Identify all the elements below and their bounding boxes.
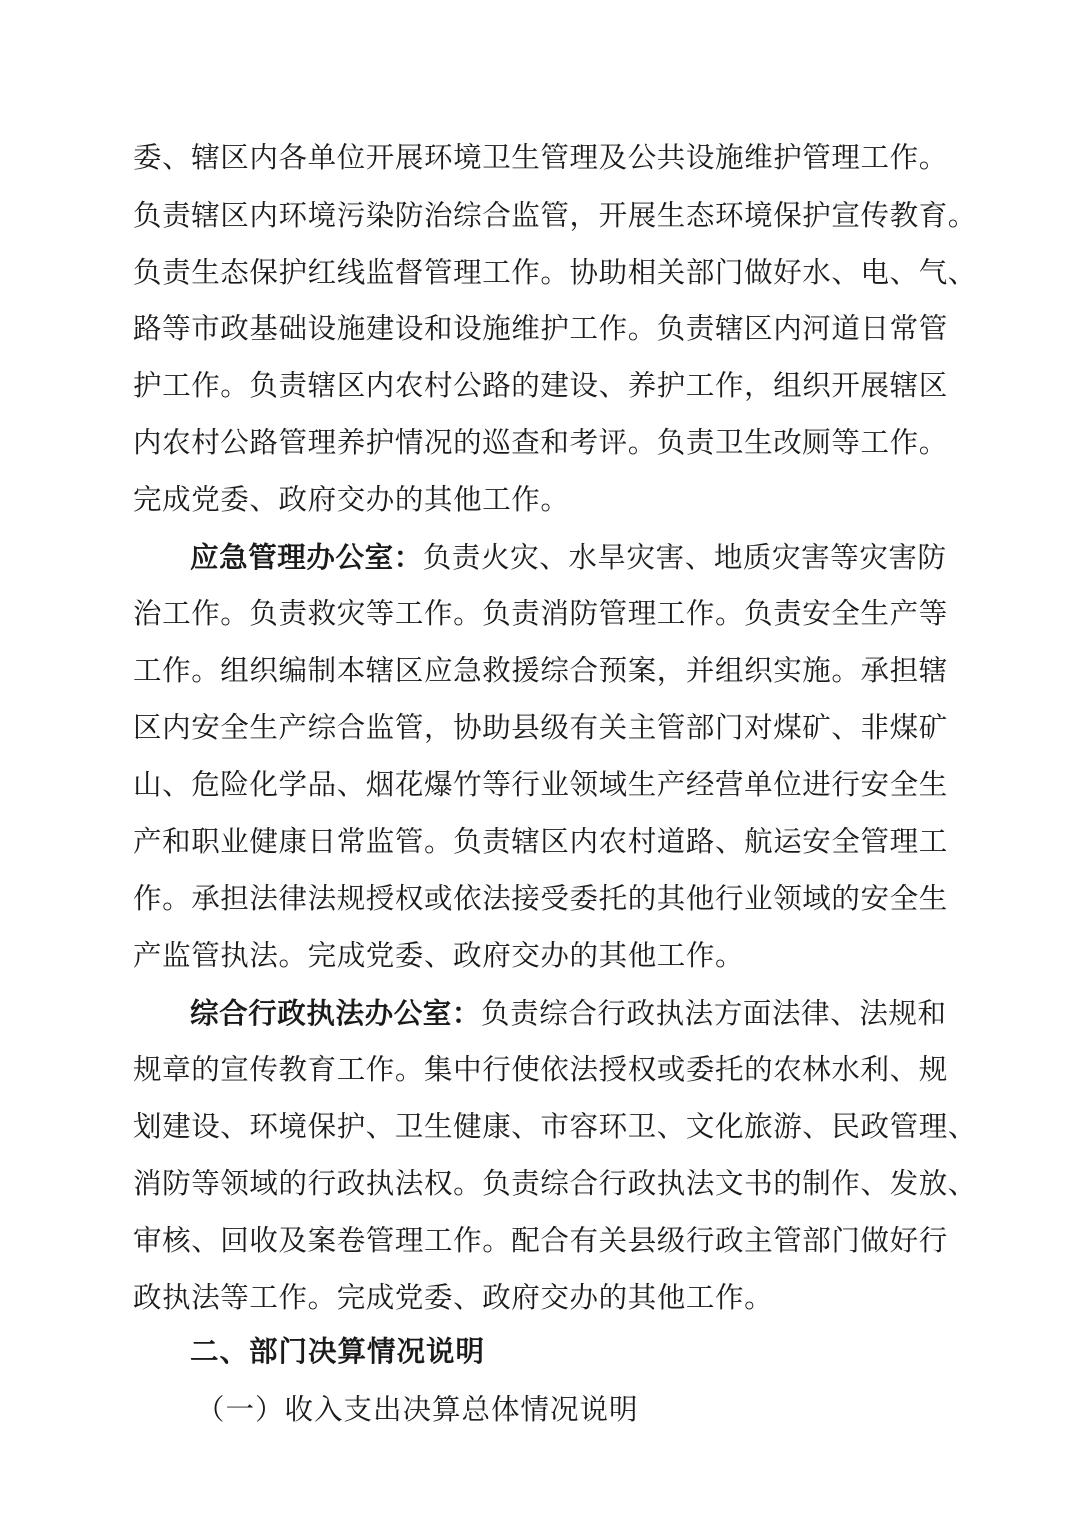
paragraph-1-line-1: 委、辖区内各单位开展环境卫生管理及公共设施维护管理工作。 [133,141,948,174]
paragraph-2-line-6: 产和职业健康日常监管。负责辖区内农村道路、航运安全管理工 [133,825,948,858]
paragraph-3-line-5: 审核、回收及案卷管理工作。配合有关县级行政主管部门做好行 [133,1224,948,1257]
paragraph-3-line-1-text: 负责综合行政执法方面法律、法规和 [481,997,947,1030]
paragraph-3-line-2: 规章的宣传教育工作。集中行使依法授权或委托的农林水利、规 [133,1053,948,1086]
paragraph-2-line-4: 区内安全生产综合监管，协助县级有关主管部门对煤矿、非煤矿 [133,711,948,744]
paragraph-3-line-3: 划建设、环境保护、卫生健康、市容环卫、文化旅游、民政管理、 [133,1110,977,1143]
paragraph-1-line-3: 负责生态保护红线监督管理工作。协助相关部门做好水、电、气、 [133,256,977,289]
paragraph-1-line-5: 护工作。负责辖区内农村公路的建设、养护工作，组织开展辖区 [133,369,948,402]
paragraph-1-line-7: 完成党委、政府交办的其他工作。 [133,483,570,516]
paragraph-3-line-6: 政执法等工作。完成党委、政府交办的其他工作。 [133,1281,774,1314]
paragraph-3-label: 综合行政执法办公室： [190,996,482,1030]
paragraph-2-line-2: 治工作。负责救灾等工作。负责消防管理工作。负责安全生产等 [133,597,948,630]
paragraph-1-line-4: 路等市政基础设施建设和设施维护工作。负责辖区内河道日常管 [133,312,948,345]
paragraph-3-line-1 [190,993,947,1034]
paragraph-2-line-5: 山、危险化学品、烟花爆竹等行业领域生产经营单位进行安全生 [133,768,948,801]
paragraph-3-line-4: 消防等领域的行政执法权。负责综合行政执法文书的制作、发放、 [133,1167,977,1200]
paragraph-1-line-2: 负责辖区内环境污染防治综合监管，开展生态环境保护宣传教育。 [133,199,977,232]
section-heading: 二、部门决算情况说明 [190,1335,486,1368]
paragraph-2-line-1-text: 负责火灾、水旱灾害、地质灾害等灾害防 [422,541,947,574]
paragraph-2-line-8: 产监管执法。完成党委、政府交办的其他工作。 [133,939,745,972]
paragraph-2-line-7: 作。承担法律法规授权或依法接受委托的其他行业领域的安全生 [133,882,948,915]
paragraph-2-label: 应急管理办公室： [190,540,423,574]
paragraph-1-line-6: 内农村公路管理养护情况的巡查和考评。负责卫生改厕等工作。 [133,426,948,459]
paragraph-2-line-3: 工作。组织编制本辖区应急救援综合预案，并组织实施。承担辖 [133,654,948,687]
subsection-heading: （一）收入支出决算总体情况说明 [196,1393,639,1426]
paragraph-2-line-1 [190,537,947,578]
